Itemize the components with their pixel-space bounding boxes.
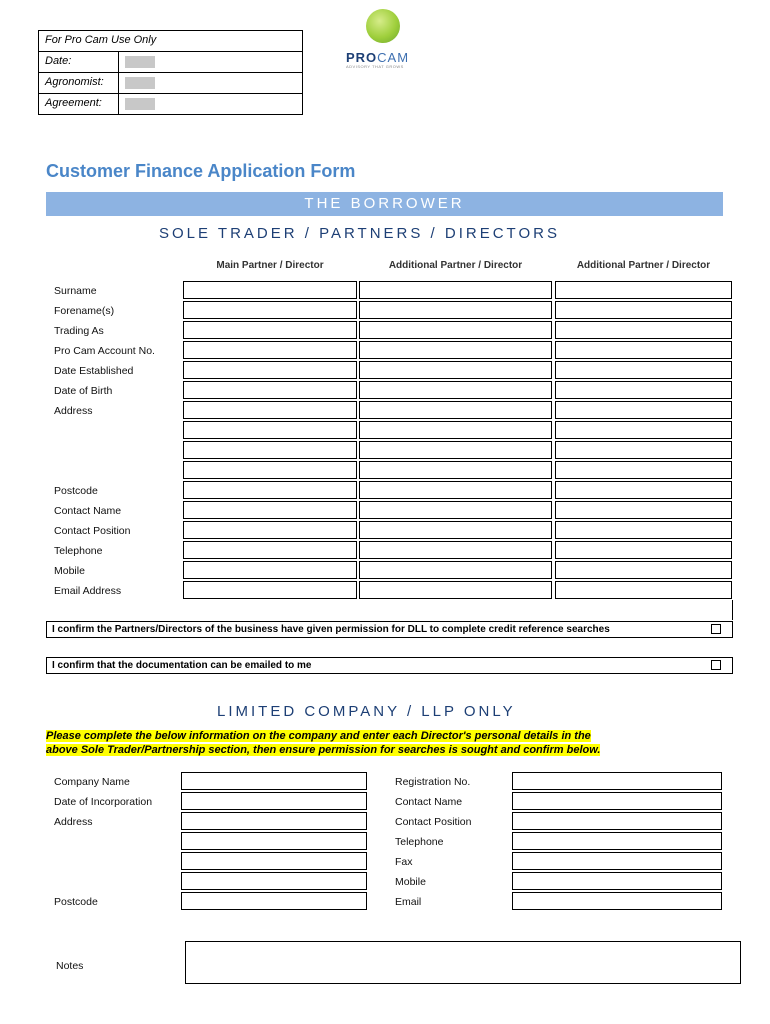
office-use-row-date — [39, 52, 302, 73]
company-left-input[interactable] — [181, 832, 367, 850]
borrower-input-cell[interactable] — [555, 441, 732, 459]
borrower-input-cell[interactable] — [555, 561, 732, 579]
agreement-field[interactable] — [125, 98, 155, 110]
borrower-input-cell[interactable] — [183, 421, 357, 439]
borrower-input-cell[interactable] — [359, 401, 552, 419]
agronomist-field[interactable] — [125, 77, 155, 89]
office-use-row-agronomist — [39, 73, 302, 94]
borrower-input-cell[interactable] — [359, 461, 552, 479]
borrower-input-cell[interactable] — [359, 341, 552, 359]
company-right-label: Registration No. — [395, 776, 471, 788]
company-right-label: Fax — [395, 856, 413, 868]
company-right-label: Contact Position — [395, 816, 472, 828]
borrower-input-cell[interactable] — [555, 281, 732, 299]
borrower-input-cell[interactable] — [555, 541, 732, 559]
office-use-box — [38, 30, 303, 115]
limited-note-line-1: Please complete the below information on the company and enter each Director's personal details in the — [46, 730, 591, 742]
borrower-input-cell[interactable] — [183, 561, 357, 579]
borrower-input-cell[interactable] — [183, 281, 357, 299]
borrower-input-cell[interactable] — [359, 581, 552, 599]
borrower-input-cell[interactable] — [555, 421, 732, 439]
borrower-label: Pro Cam Account No. — [54, 345, 155, 357]
company-left-input[interactable] — [181, 812, 367, 830]
borrower-input-cell[interactable] — [359, 501, 552, 519]
borrower-input-cell[interactable] — [183, 301, 357, 319]
company-right-label: Telephone — [395, 836, 444, 848]
office-use-title: For Pro Cam Use Only — [45, 34, 157, 46]
form-title: Customer Finance Application Form — [46, 161, 356, 181]
borrower-input-cell[interactable] — [359, 421, 552, 439]
borrower-input-cell[interactable] — [359, 301, 552, 319]
date-label: Date: — [39, 52, 119, 72]
company-right-input[interactable] — [512, 832, 722, 850]
company-left-input[interactable] — [181, 792, 367, 810]
borrower-input-cell[interactable] — [555, 301, 732, 319]
borrower-label: Contact Position — [54, 525, 131, 537]
borrower-input-cell[interactable] — [555, 501, 732, 519]
confirm-email-row — [46, 657, 733, 674]
agronomist-label: Agronomist: — [39, 73, 119, 93]
borrower-label: Address — [54, 405, 93, 417]
borrower-label: Email Address — [54, 585, 122, 597]
borrower-input-cell[interactable] — [359, 481, 552, 499]
company-left-input[interactable] — [181, 892, 367, 910]
borrower-input-cell[interactable] — [555, 381, 732, 399]
limited-heading: LIMITED COMPANY / LLP ONLY — [217, 703, 516, 720]
borrower-input-cell[interactable] — [359, 541, 552, 559]
confirm-email-checkbox[interactable] — [711, 660, 721, 670]
borrower-input-cell[interactable] — [359, 561, 552, 579]
company-left-label: Postcode — [54, 896, 98, 908]
borrower-input-cell[interactable] — [183, 361, 357, 379]
borrower-input-cell[interactable] — [183, 401, 357, 419]
borrower-input-cell[interactable] — [183, 321, 357, 339]
borrower-input-cell[interactable] — [183, 581, 357, 599]
borrower-input-cell[interactable] — [555, 521, 732, 539]
notes-field[interactable] — [185, 941, 741, 984]
borrower-input-cell[interactable] — [555, 361, 732, 379]
company-left-label: Address — [54, 816, 93, 828]
procam-logo-text — [346, 50, 409, 65]
company-right-label: Mobile — [395, 876, 426, 888]
confirm-searches-row — [46, 621, 733, 638]
borrower-input-cell[interactable] — [183, 341, 357, 359]
borrower-label: Postcode — [54, 485, 98, 497]
limited-note — [46, 729, 600, 757]
column-header-main: Main Partner / Director — [216, 260, 324, 271]
confirm-searches-label: I confirm the Partners/Directors of the business have given permission for DLL to complete credit reference searches — [52, 624, 610, 635]
borrower-input-cell[interactable] — [555, 461, 732, 479]
borrower-input-cell[interactable] — [555, 321, 732, 339]
agreement-label: Agreement: — [39, 94, 119, 114]
column-header-additional-1: Additional Partner / Director — [388, 260, 523, 271]
borrower-input-cell[interactable] — [359, 281, 552, 299]
office-use-row-agreement — [39, 94, 302, 114]
company-right-input[interactable] — [512, 852, 722, 870]
borrower-bar: THE BORROWER — [46, 192, 723, 216]
borrower-input-cell[interactable] — [183, 441, 357, 459]
borrower-label: Surname — [54, 285, 97, 297]
borrower-label: Telephone — [54, 545, 103, 557]
procam-logo-icon — [366, 9, 400, 43]
borrower-label: Date Established — [54, 365, 134, 377]
logo-tagline: ADVISORY THAT GROWS — [346, 64, 404, 69]
logo-cam: CAM — [377, 50, 410, 65]
sole-trader-heading: SOLE TRADER / PARTNERS / DIRECTORS — [159, 225, 560, 242]
company-right-input[interactable] — [512, 812, 722, 830]
date-field[interactable] — [125, 56, 155, 68]
borrower-input-cell[interactable] — [183, 541, 357, 559]
borrower-label: Forename(s) — [54, 305, 115, 317]
company-right-input[interactable] — [512, 872, 722, 890]
borrower-input-cell[interactable] — [183, 481, 357, 499]
borrower-input-cell[interactable] — [183, 461, 357, 479]
borrower-label: Contact Name — [54, 505, 122, 517]
borrower-input-cell[interactable] — [359, 441, 552, 459]
section-divider — [732, 600, 733, 620]
borrower-input-cell[interactable] — [359, 521, 552, 539]
notes-label: Notes — [56, 960, 84, 972]
borrower-input-cell[interactable] — [359, 381, 552, 399]
company-right-label: Email — [395, 896, 422, 908]
company-right-input[interactable] — [512, 892, 722, 910]
borrower-input-cell[interactable] — [555, 341, 732, 359]
company-right-label: Contact Name — [395, 796, 463, 808]
confirm-searches-checkbox[interactable] — [711, 624, 721, 634]
borrower-input-cell[interactable] — [359, 361, 552, 379]
logo-pro: PRO — [346, 50, 378, 65]
borrower-input-cell[interactable] — [555, 481, 732, 499]
borrower-input-cell[interactable] — [555, 581, 732, 599]
office-use-header — [39, 31, 302, 52]
borrower-input-cell[interactable] — [359, 321, 552, 339]
company-left-input[interactable] — [181, 872, 367, 890]
limited-note-line-2: above Sole Trader/Partnership section, then ensure permission for searches is sought and confirm below. — [46, 744, 601, 756]
company-left-input[interactable] — [181, 852, 367, 870]
borrower-input-cell[interactable] — [183, 501, 357, 519]
borrower-input-cell[interactable] — [183, 381, 357, 399]
company-right-input[interactable] — [512, 792, 722, 810]
borrower-input-cell[interactable] — [183, 521, 357, 539]
borrower-label: Mobile — [54, 565, 85, 577]
company-left-label: Date of Incorporation — [54, 796, 153, 808]
company-right-input[interactable] — [512, 772, 722, 790]
company-left-label: Company Name — [54, 776, 130, 788]
borrower-input-cell[interactable] — [555, 401, 732, 419]
borrower-label: Trading As — [54, 325, 104, 337]
column-header-additional-2: Additional Partner / Director — [576, 260, 711, 271]
company-left-input[interactable] — [181, 772, 367, 790]
borrower-label: Date of Birth — [54, 385, 113, 397]
confirm-email-label: I confirm that the documentation can be emailed to me — [52, 660, 312, 671]
